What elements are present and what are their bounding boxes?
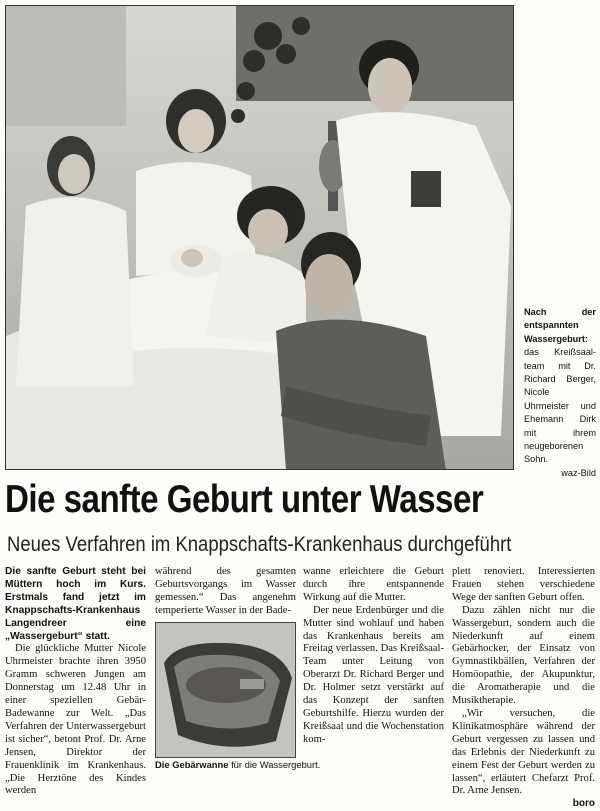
article-paragraph: „Wir versuchen, die Klinikatmosphäre während der Geburt vergessen zu lassen und das Erlebnis der Niederkunft zu einem Fest der Geburt werden zu lassen“, erläutert Chefarzt Prof. Dr. Arne Jensen. [452,707,595,797]
inset-caption-rest: für die Wassergeburt. [228,759,321,770]
article-column-3 [303,566,444,747]
article-paragraph: Die glückliche Mutter Nicole Uhrmeister brachte ihren 3950 Gramm schweren Jungen am Donnerstag um 12.48 Uhr in einer speziellen Gebär-Badewanne zur Welt. „Das Verfahren der Unterwassergeburt ist sicher“, betont Prof. Dr. Arne Jensen, Direktor der Frauenklinik im Krankenhaus. „Die Herztöne des Kindes werden [5,643,146,797]
article-paragraph: während des gesamten Geburtsvorgangs im Wasser gemessen.“ Das angenehm temperierte Wasser in der Bade- [155,566,296,616]
article-paragraph: wanne erleichtere die Geburt durch ihre entspannende Wirkung auf die Mutter. [303,566,444,603]
subheadline: Neues Verfahren im Knappschafts-Krankenhaus durchgeführt [7,533,512,556]
article-paragraph: Der neue Erdenbürger und die Mutter sind wohlauf und haben das Krankenhaus bereits am Freitag verlassen. Das Kreißsaal-Team unter Leitung von Oberarzt Dr. Richard Berger und Dr. Holmer setzt verstärkt auf das Konzept der sanften Geburtshilfe. Hierzu wurden der Kreißsaal und die Wochenstation kom- [303,604,444,745]
article-paragraph: plett renoviert. Interessierten Frauen stehen verschiedene Wege der sanften Geburt offen. [452,566,595,603]
headline: Die sanfte Geburt unter Wasser [5,478,484,521]
caption-lead: Nach der entspannten Wassergeburt: [524,307,596,344]
photo-illustration [6,6,514,470]
author-signature: boro [572,798,595,810]
photo-credit: waz-Bild [561,467,596,478]
article-column-2 [155,566,296,618]
inset-photo [155,622,296,758]
caption-text: das Kreißsaal-team mit Dr. Richard Berger, Nicole Uhrmeister und Ehemann Dirk mit ihrem neugeborenen Sohn. [524,347,596,465]
birthing-tub-illustration [156,623,296,758]
inset-caption-lead: Die Gebärwanne [155,759,229,770]
article-column-4 [452,566,595,811]
article-paragraph: Dazu zählen nicht nur die Wassergeburt, sondern auch die Niederkunft auf einem Gebärhocker, der Einsatz von Gymnastikbällen, Verfahren der Homöopathie, der Akupunktur, die Aromatherapie und die Musiktherapie. [452,604,595,707]
main-photo [5,5,514,470]
inset-caption [155,759,321,771]
article-lead: Die sanfte Geburt steht bei Müttern hoch im Kurs. Erstmals fand jetzt im Knappschafts-Krankenhaus Langendreer eine „Wassergeburt“ statt. [5,566,146,642]
photo-caption [524,306,596,480]
article-column-1 [5,566,146,798]
